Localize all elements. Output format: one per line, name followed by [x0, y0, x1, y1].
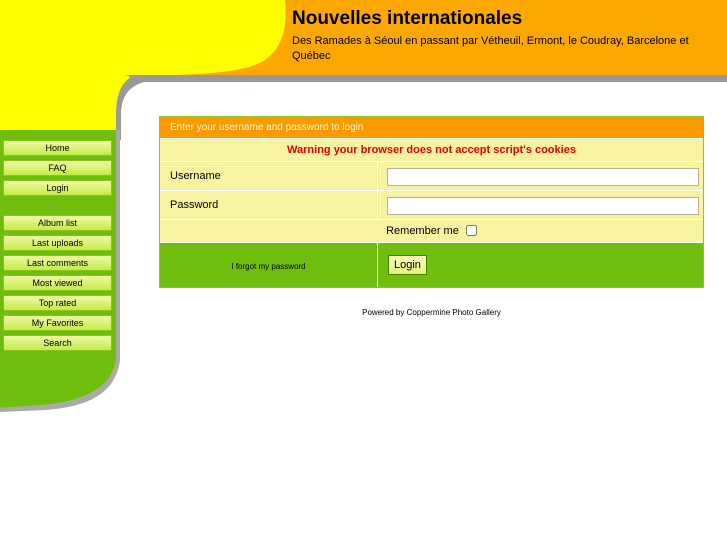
username-input[interactable] — [387, 168, 699, 186]
powered-by-footer: Powered by Coppermine Photo Gallery — [362, 308, 501, 317]
nav-faq[interactable]: FAQ — [3, 160, 112, 176]
username-label: Username — [160, 162, 378, 191]
login-button[interactable]: Login — [388, 255, 427, 275]
password-label: Password — [160, 191, 378, 220]
remember-me-label: Remember me — [386, 225, 459, 237]
password-input[interactable] — [387, 197, 699, 215]
remember-me-checkbox[interactable] — [466, 225, 477, 236]
cookie-warning: Warning your browser does not accept script's cookies — [160, 139, 703, 162]
site-subtitle: Des Ramades à Séoul en passant par Vétheuil, Ermont, le Coudray, Barcelone et Québec — [292, 35, 689, 62]
forgot-password-link[interactable]: I forgot my password — [231, 262, 306, 271]
nav-login[interactable]: Login — [3, 180, 112, 196]
album-menu — [3, 215, 112, 355]
nav-my-favorites[interactable]: My Favorites — [3, 315, 112, 331]
nav-most-viewed[interactable]: Most viewed — [3, 275, 112, 291]
nav-last-uploads[interactable]: Last uploads — [3, 235, 112, 251]
nav-top-rated[interactable]: Top rated — [3, 295, 112, 311]
nav-search[interactable]: Search — [3, 335, 112, 351]
main-menu — [3, 140, 112, 200]
login-header: Enter your username and password to login — [160, 117, 703, 139]
nav-last-comments[interactable]: Last comments — [3, 255, 112, 271]
header-yellow-blob — [0, 0, 286, 130]
login-form — [159, 116, 704, 288]
site-title: Nouvelles internationales — [292, 8, 523, 29]
nav-album-list[interactable]: Album list — [3, 215, 112, 231]
nav-home[interactable]: Home — [3, 140, 112, 156]
